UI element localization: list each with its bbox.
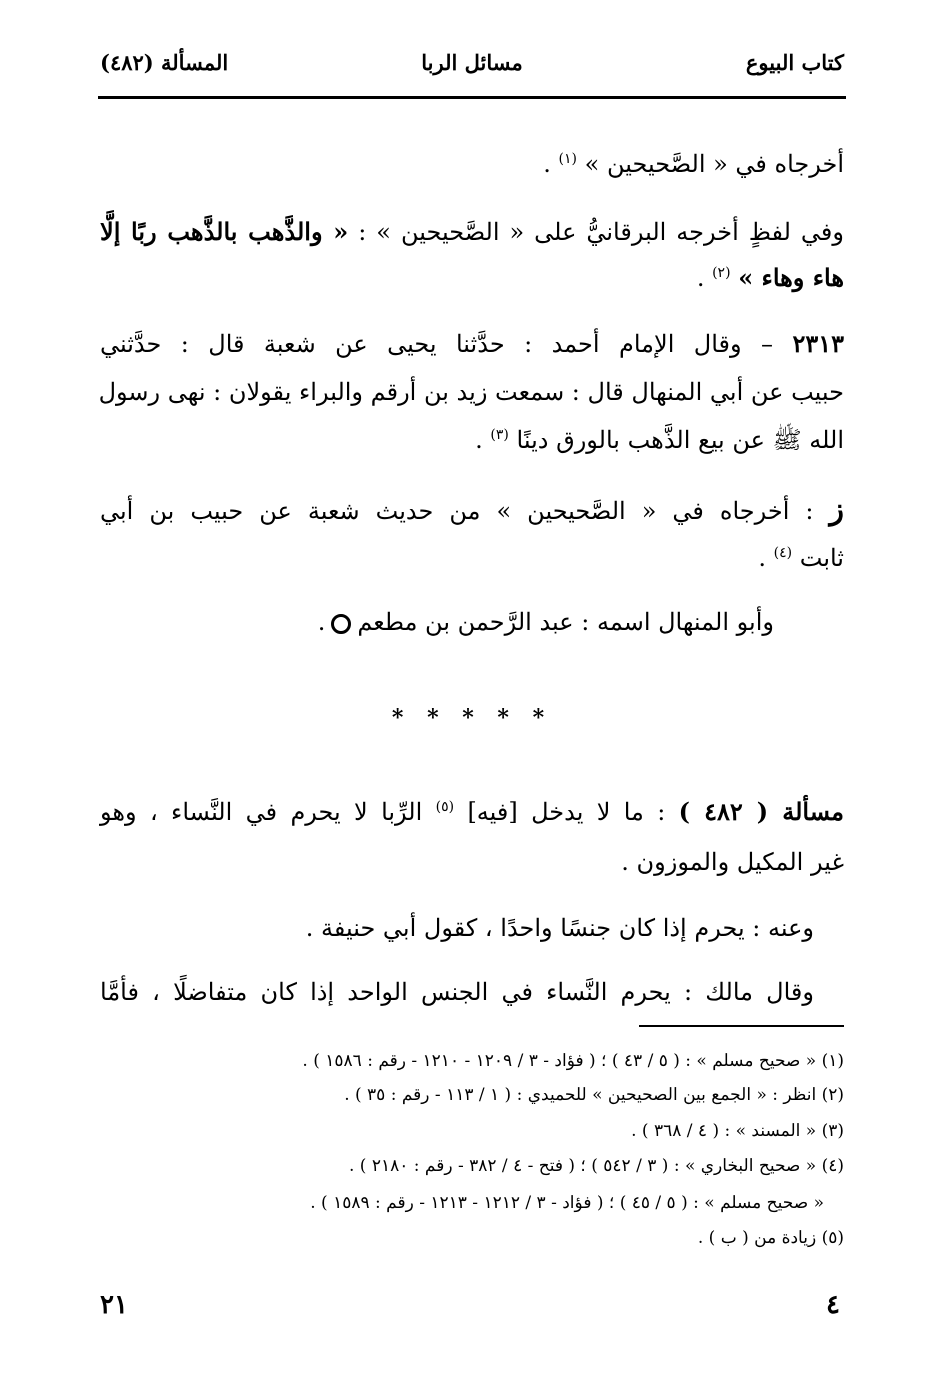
paragraph-line: وعنه : يحرم إذا كان جنسًا واحدًا ، كقول أبي حنيفة . (305, 914, 814, 942)
footnote: (١) « صحيح مسلم » : ( ٥ / ٤٣ ) ؛ ( فؤاد - ٣ / ١٢٠٩ - ١٢١٠ - رقم : ١٥٨٦ ) . (302, 1051, 844, 1071)
paragraph-line: وقال مالك : يحرم النَّساء في الجنس الواحد إذا كان متفاضلًا ، فأمَّا (100, 978, 814, 1006)
page-number-right: ٤ (826, 1290, 840, 1320)
page-number-left: ٢١ (100, 1290, 128, 1320)
hadith-line: حبيب عن أبي المنهال قال : سمعت زيد بن أرقم والبراء يقولان : نهى رسول (98, 378, 844, 406)
footnote-ref: (١) (558, 151, 577, 167)
end-circle-icon (331, 614, 351, 634)
note-line: ثابت $^{(٤)}$ . (758, 544, 844, 572)
zay-mark: ز (829, 492, 844, 527)
hadith-line: الله ﷺ عن بيع الذَّهب بالورق دينًا $^{(٣)}$ . (475, 426, 844, 454)
footnote: (٥) زيادة من ( ب ) . (697, 1228, 844, 1248)
hadith-number: ٢٣١٣ (792, 329, 844, 358)
issue-line: مسألة ( ٤٨٢ ) : ما لا يدخل [فيه] $^{(٥)}$ الرِّبا لا يحرم في النَّساء ، وهو (100, 797, 844, 826)
header-section-title: مسائل الربا (421, 50, 523, 75)
paragraph-line: هاء وهاء » $^{(٢)}$ . (696, 263, 844, 292)
footnote: « صحيح مسلم » : ( ٥ / ٤٥ ) ؛ ( فؤاد - ٣ / ١٢١٢ - ١٢١٣ - رقم : ١٥٨٩ ) . (310, 1193, 824, 1213)
issue-line: غير المكيل والموزون . (621, 848, 844, 876)
footnote-ref: (٣) (490, 427, 509, 443)
footnote-ref: (٥) (435, 799, 455, 815)
footnote: (٢) انظر : « الجمع بين الصحيحين » للحميدي : ( ١ / ١١٣ - رقم : ٣٥ ) . (344, 1085, 844, 1105)
section-separator: * * * * * (391, 705, 553, 731)
footnote-divider (639, 1025, 844, 1027)
footnote: (٣) « المسند » : ( ٤ / ٣٦٨ ) . (631, 1121, 844, 1141)
header-issue-number: المسألة (٤٨٢) (100, 50, 229, 75)
footnote-ref: (٢) (712, 265, 731, 281)
paragraph-line: وأبو المنهال اسمه : عبد الرَّحمن بن مطعم. (317, 608, 774, 636)
paragraph-line: أخرجاه في « الصَّحيحين » $^{(١)}$ . (543, 150, 844, 178)
note-line: ز : أخرجاه في « الصَّحيحين » من حديث شعبة عن حبيب بن أبي (100, 492, 844, 527)
footnote-ref: (٤) (773, 545, 793, 561)
footnote: (٤) « صحيح البخاري » : ( ٣ / ٥٤٢ ) ؛ ( فتح - ٤ / ٣٨٢ - رقم : ٢١٨٠ ) . (348, 1156, 844, 1176)
issue-label: مسألة ( ٤٨٢ ) (678, 797, 844, 826)
header-book-title: كتاب البيوع (745, 50, 844, 75)
hadith-line: ٢٣١٣ – وقال الإمام أحمد : حدَّثنا يحيى عن شعبة قال : حدَّثني (100, 329, 844, 358)
paragraph-line: وفي لفظٍ أخرجه البرقانيُّ على « الصَّحيحين » : « والذَّهب بالذَّهب ربًا إلَّا (100, 217, 844, 246)
header-divider (98, 96, 846, 99)
